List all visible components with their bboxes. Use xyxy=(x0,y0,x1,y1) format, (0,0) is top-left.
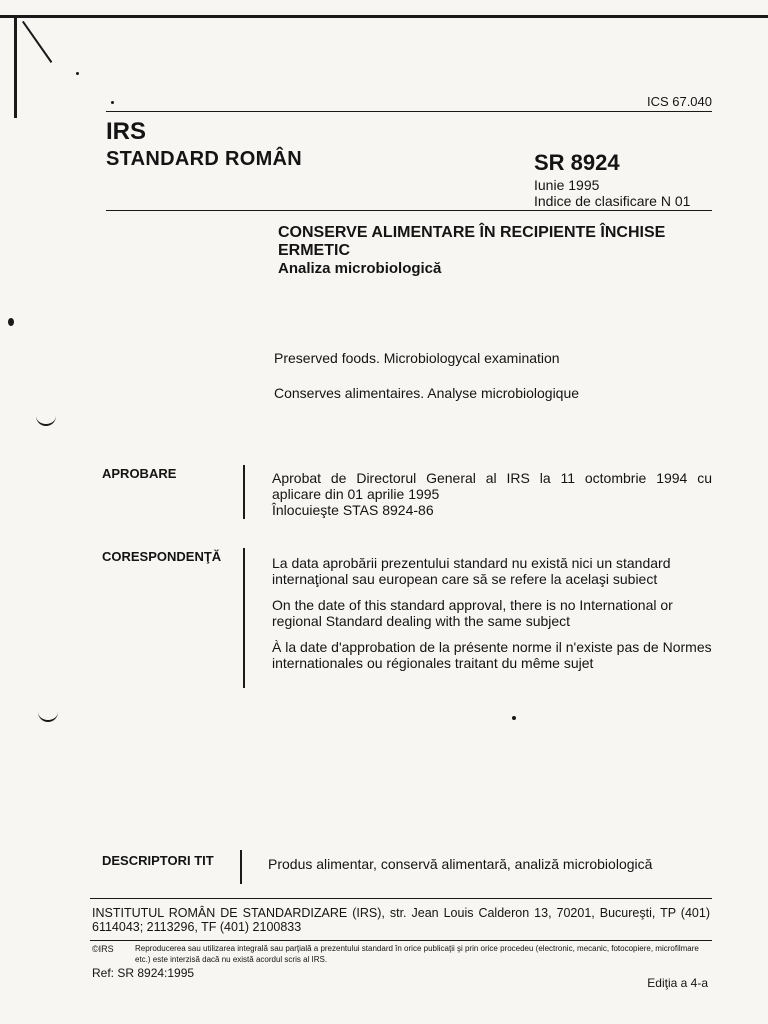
scan-top-border xyxy=(0,15,768,18)
approval-divider xyxy=(243,465,245,519)
approval-text xyxy=(272,470,712,518)
title-ro-line2: ERMETIC xyxy=(278,242,350,259)
title-ro-line1: CONSERVE ALIMENTARE ÎN RECIPIENTE ÎNCHISE xyxy=(278,224,666,241)
standard-type: STANDARD ROMÂN xyxy=(106,148,303,170)
footer-rule xyxy=(90,940,712,941)
approval-line2: aplicare din 01 aprilie 1995 xyxy=(272,486,440,502)
classification-index: Indice de clasificare N 01 xyxy=(534,193,691,209)
correspondence-text xyxy=(272,555,712,681)
correspondence-ro: La data aprobării prezentului standard nu există nici un standard internaţional sau european care să se refere la acelaşi subiect xyxy=(272,555,671,587)
scan-hook-mark xyxy=(38,712,58,722)
correspondence-label: CORESPONDENŢĂ xyxy=(102,549,222,564)
standard-code: SR 8924 xyxy=(534,150,620,175)
copyright-notice: Reproducerea sau utilizarea integrală sau parţială a prezentului standard în orice publicaţii şi prin orice procedeu (electronic, mecanic, fotocopiere, microfilmare etc.) este interzisă dacă nu există acordul scris al IRS. xyxy=(135,944,699,964)
title-french: Conserves alimentaires. Analyse microbiologique xyxy=(274,385,580,401)
title-ro-subtitle: Analiza microbiologică xyxy=(278,260,442,277)
standard-date: Iunie 1995 xyxy=(534,177,600,193)
scan-slash-mark xyxy=(22,21,52,63)
title-english: Preserved foods. Microbiologycal examination xyxy=(274,350,560,366)
copyright-mark: ©IRS xyxy=(92,944,114,954)
document-reference: Ref: SR 8924:1995 xyxy=(92,966,195,980)
ics-code: ICS 67.040 xyxy=(646,94,712,109)
edition-label: Ediţia a 4-a xyxy=(647,976,708,990)
descriptors-value: Produs alimentar, conservă alimentară, analiză microbiologică xyxy=(268,856,653,872)
correspondence-en: On the date of this standard approval, there is no International or regional Standard dealing with the same subject xyxy=(272,597,673,629)
approval-line1: Aprobat de Directorul General al IRS la 11 octombrie 1994 cu xyxy=(272,470,712,486)
header-rule xyxy=(106,111,712,112)
approval-label: APROBARE xyxy=(102,466,177,481)
correspondence-divider xyxy=(243,548,245,688)
document-title xyxy=(278,224,712,278)
institute-address: INSTITUTUL ROMÂN DE STANDARDIZARE (IRS), str. Jean Louis Calderon 13, 70201, Bucureşti, TP (401) 6114043; 2113296, TF (401) 2100833 xyxy=(92,906,710,934)
footer-top-rule xyxy=(90,898,712,899)
approval-line3: Înlocuieşte STAS 8924-86 xyxy=(272,502,434,518)
scan-speck xyxy=(512,716,516,720)
descriptors-label: DESCRIPTORI TIT xyxy=(102,853,214,868)
scan-speck xyxy=(8,318,14,326)
correspondence-fr: À la date d'approbation de la présente norme il n'existe pas de Normes internationales ou régionales traitant du même sujet xyxy=(272,639,712,671)
scan-left-border xyxy=(14,18,17,118)
scan-speck xyxy=(111,101,114,104)
header-bottom-rule xyxy=(106,210,712,211)
org-short-name: IRS xyxy=(106,118,147,145)
descriptors-divider xyxy=(240,850,242,884)
scan-speck xyxy=(76,72,79,75)
scan-hook-mark xyxy=(36,416,56,426)
